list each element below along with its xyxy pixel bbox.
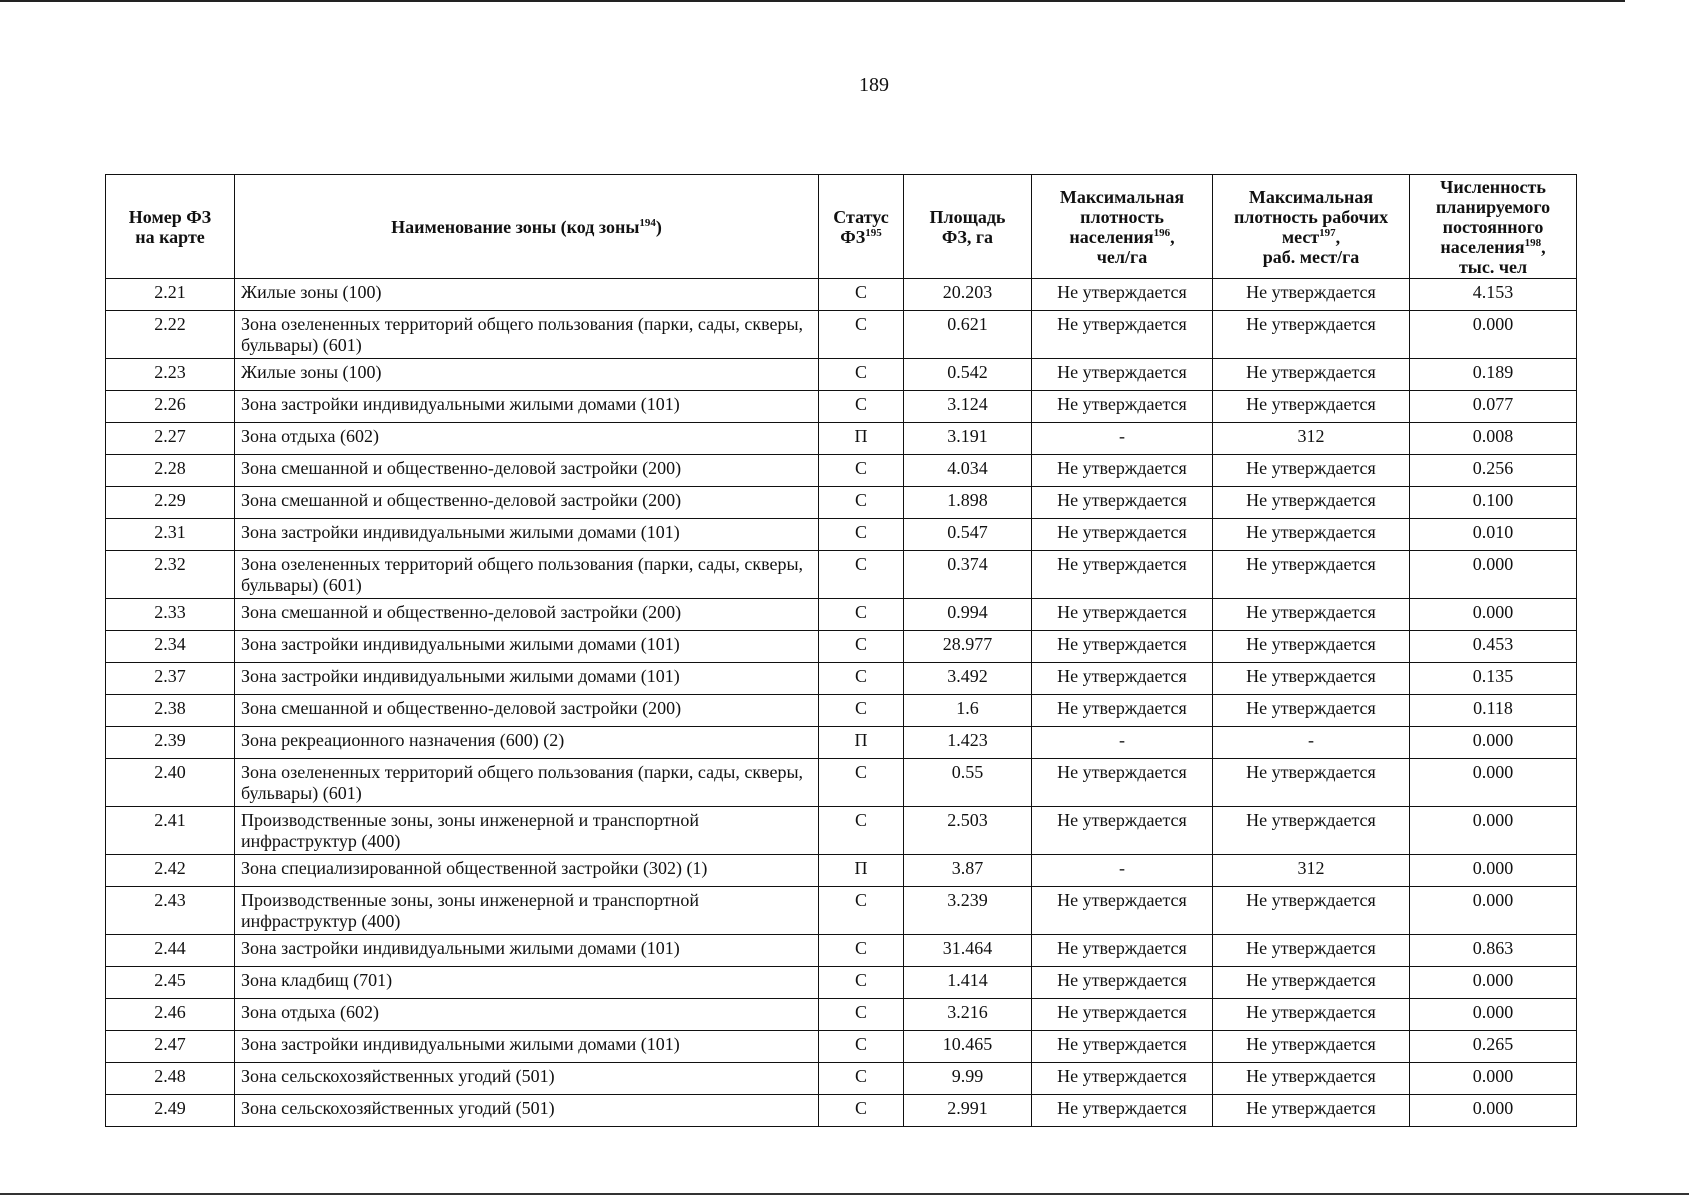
cell-workplace-density: Не утверждается bbox=[1213, 999, 1410, 1031]
cell-planned-population: 0.863 bbox=[1410, 935, 1577, 967]
cell-zone-area: 0.621 bbox=[904, 311, 1032, 359]
cell-workplace-density: Не утверждается bbox=[1213, 455, 1410, 487]
cell-zone-number: 2.34 bbox=[106, 631, 235, 663]
cell-zone-status: С bbox=[819, 967, 904, 999]
cell-planned-population: 4.153 bbox=[1410, 279, 1577, 311]
cell-zone-status: С bbox=[819, 1031, 904, 1063]
cell-workplace-density: Не утверждается bbox=[1213, 759, 1410, 807]
cell-zone-number: 2.21 bbox=[106, 279, 235, 311]
cell-zone-area: 3.191 bbox=[904, 423, 1032, 455]
cell-zone-number: 2.33 bbox=[106, 599, 235, 631]
cell-zone-status: С bbox=[819, 807, 904, 855]
cell-zone-area: 1.414 bbox=[904, 967, 1032, 999]
cell-zone-status: С bbox=[819, 663, 904, 695]
cell-zone-number: 2.48 bbox=[106, 1063, 235, 1095]
cell-zone-area: 1.6 bbox=[904, 695, 1032, 727]
cell-zone-number: 2.29 bbox=[106, 487, 235, 519]
cell-zone-area: 20.203 bbox=[904, 279, 1032, 311]
table-row bbox=[106, 1063, 1577, 1095]
cell-population-density: Не утверждается bbox=[1032, 551, 1213, 599]
table-row bbox=[106, 935, 1577, 967]
cell-planned-population: 0.000 bbox=[1410, 311, 1577, 359]
cell-population-density: Не утверждается bbox=[1032, 1095, 1213, 1127]
cell-population-density: - bbox=[1032, 423, 1213, 455]
cell-zone-name: Зона застройки индивидуальными жилыми домами (101) bbox=[235, 663, 819, 695]
cell-workplace-density: - bbox=[1213, 727, 1410, 759]
cell-zone-number: 2.49 bbox=[106, 1095, 235, 1127]
header-zone-number: Номер ФЗ на карте bbox=[106, 175, 235, 279]
cell-zone-area: 4.034 bbox=[904, 455, 1032, 487]
cell-zone-name: Зона специализированной общественной застройки (302) (1) bbox=[235, 855, 819, 887]
cell-zone-number: 2.37 bbox=[106, 663, 235, 695]
header-zone-status: Статус ФЗ$^{195}$ bbox=[819, 175, 904, 279]
cell-planned-population: 0.000 bbox=[1410, 1063, 1577, 1095]
cell-zone-area: 3.216 bbox=[904, 999, 1032, 1031]
cell-zone-number: 2.23 bbox=[106, 359, 235, 391]
table-header-row bbox=[106, 175, 1577, 279]
cell-workplace-density: Не утверждается bbox=[1213, 311, 1410, 359]
cell-planned-population: 0.000 bbox=[1410, 967, 1577, 999]
cell-zone-number: 2.44 bbox=[106, 935, 235, 967]
table-row bbox=[106, 599, 1577, 631]
cell-planned-population: 0.000 bbox=[1410, 1095, 1577, 1127]
cell-zone-number: 2.22 bbox=[106, 311, 235, 359]
cell-zone-area: 1.423 bbox=[904, 727, 1032, 759]
cell-zone-number: 2.28 bbox=[106, 455, 235, 487]
cell-workplace-density: Не утверждается bbox=[1213, 1063, 1410, 1095]
cell-zone-area: 3.492 bbox=[904, 663, 1032, 695]
cell-zone-number: 2.26 bbox=[106, 391, 235, 423]
cell-workplace-density: Не утверждается bbox=[1213, 391, 1410, 423]
cell-population-density: Не утверждается bbox=[1032, 487, 1213, 519]
cell-population-density: - bbox=[1032, 727, 1213, 759]
table-row bbox=[106, 631, 1577, 663]
cell-zone-status: С bbox=[819, 359, 904, 391]
cell-zone-name: Производственные зоны, зоны инженерной и транспортной инфраструктур (400) bbox=[235, 807, 819, 855]
cell-workplace-density: Не утверждается bbox=[1213, 279, 1410, 311]
cell-population-density: Не утверждается bbox=[1032, 663, 1213, 695]
cell-zone-area: 10.465 bbox=[904, 1031, 1032, 1063]
cell-zone-name: Зона отдыха (602) bbox=[235, 999, 819, 1031]
cell-zone-area: 0.542 bbox=[904, 359, 1032, 391]
cell-population-density: Не утверждается bbox=[1032, 935, 1213, 967]
cell-workplace-density: Не утверждается bbox=[1213, 599, 1410, 631]
cell-zone-status: С bbox=[819, 487, 904, 519]
cell-population-density: Не утверждается bbox=[1032, 455, 1213, 487]
cell-zone-name: Жилые зоны (100) bbox=[235, 279, 819, 311]
cell-planned-population: 0.000 bbox=[1410, 599, 1577, 631]
cell-zone-area: 2.503 bbox=[904, 807, 1032, 855]
cell-workplace-density: Не утверждается bbox=[1213, 551, 1410, 599]
cell-zone-number: 2.46 bbox=[106, 999, 235, 1031]
cell-zone-name: Зона кладбищ (701) bbox=[235, 967, 819, 999]
cell-workplace-density: Не утверждается bbox=[1213, 359, 1410, 391]
table-body bbox=[106, 279, 1577, 1127]
cell-workplace-density: 312 bbox=[1213, 855, 1410, 887]
cell-zone-name: Зона отдыха (602) bbox=[235, 423, 819, 455]
cell-zone-name: Зона озелененных территорий общего пользования (парки, сады, скверы, бульвары) (601) bbox=[235, 551, 819, 599]
cell-planned-population: 0.100 bbox=[1410, 487, 1577, 519]
cell-zone-status: П bbox=[819, 855, 904, 887]
cell-planned-population: 0.010 bbox=[1410, 519, 1577, 551]
cell-zone-area: 0.55 bbox=[904, 759, 1032, 807]
cell-planned-population: 0.118 bbox=[1410, 695, 1577, 727]
table-row bbox=[106, 311, 1577, 359]
table-row bbox=[106, 695, 1577, 727]
cell-zone-status: С bbox=[819, 455, 904, 487]
cell-workplace-density: Не утверждается bbox=[1213, 1031, 1410, 1063]
cell-planned-population: 0.000 bbox=[1410, 855, 1577, 887]
page-number: 189 bbox=[859, 74, 889, 96]
cell-zone-area: 9.99 bbox=[904, 1063, 1032, 1095]
cell-zone-number: 2.40 bbox=[106, 759, 235, 807]
cell-planned-population: 0.008 bbox=[1410, 423, 1577, 455]
cell-population-density: Не утверждается bbox=[1032, 759, 1213, 807]
cell-workplace-density: Не утверждается bbox=[1213, 663, 1410, 695]
table-row bbox=[106, 887, 1577, 935]
cell-population-density: Не утверждается bbox=[1032, 887, 1213, 935]
cell-planned-population: 0.000 bbox=[1410, 727, 1577, 759]
cell-workplace-density: Не утверждается bbox=[1213, 887, 1410, 935]
table-row bbox=[106, 359, 1577, 391]
cell-zone-area: 0.994 bbox=[904, 599, 1032, 631]
cell-zone-number: 2.39 bbox=[106, 727, 235, 759]
header-planned-population: Численность планируемого постоянного населения$^{198}$, тыс. чел bbox=[1410, 175, 1577, 279]
cell-zone-name: Производственные зоны, зоны инженерной и транспортной инфраструктур (400) bbox=[235, 887, 819, 935]
cell-population-density: Не утверждается bbox=[1032, 807, 1213, 855]
cell-population-density: Не утверждается bbox=[1032, 359, 1213, 391]
cell-zone-area: 2.991 bbox=[904, 1095, 1032, 1127]
table-row bbox=[106, 1031, 1577, 1063]
cell-planned-population: 0.000 bbox=[1410, 887, 1577, 935]
cell-zone-name: Зона смешанной и общественно-деловой застройки (200) bbox=[235, 455, 819, 487]
table-row bbox=[106, 551, 1577, 599]
cell-zone-status: С bbox=[819, 311, 904, 359]
cell-zone-name: Зона озелененных территорий общего пользования (парки, сады, скверы, бульвары) (601) bbox=[235, 311, 819, 359]
cell-population-density: Не утверждается bbox=[1032, 631, 1213, 663]
cell-zone-status: С bbox=[819, 999, 904, 1031]
table-row bbox=[106, 1095, 1577, 1127]
cell-zone-status: С bbox=[819, 519, 904, 551]
functional-zones-table bbox=[105, 174, 1577, 1127]
cell-zone-name: Зона рекреационного назначения (600) (2) bbox=[235, 727, 819, 759]
cell-zone-area: 3.124 bbox=[904, 391, 1032, 423]
top-border-line bbox=[0, 0, 1625, 2]
cell-zone-name: Жилые зоны (100) bbox=[235, 359, 819, 391]
cell-zone-name: Зона застройки индивидуальными жилыми домами (101) bbox=[235, 1031, 819, 1063]
cell-planned-population: 0.000 bbox=[1410, 551, 1577, 599]
cell-zone-area: 0.547 bbox=[904, 519, 1032, 551]
table-row bbox=[106, 391, 1577, 423]
bottom-border-line bbox=[0, 1193, 1689, 1195]
cell-zone-number: 2.41 bbox=[106, 807, 235, 855]
table-row bbox=[106, 855, 1577, 887]
cell-zone-status: С bbox=[819, 279, 904, 311]
cell-zone-name: Зона смешанной и общественно-деловой застройки (200) bbox=[235, 599, 819, 631]
cell-zone-number: 2.42 bbox=[106, 855, 235, 887]
cell-planned-population: 0.000 bbox=[1410, 759, 1577, 807]
table-row bbox=[106, 999, 1577, 1031]
cell-zone-area: 1.898 bbox=[904, 487, 1032, 519]
cell-zone-number: 2.31 bbox=[106, 519, 235, 551]
cell-planned-population: 0.000 bbox=[1410, 999, 1577, 1031]
cell-zone-status: С bbox=[819, 631, 904, 663]
cell-workplace-density: Не утверждается bbox=[1213, 487, 1410, 519]
cell-planned-population: 0.135 bbox=[1410, 663, 1577, 695]
table-row bbox=[106, 455, 1577, 487]
cell-workplace-density: Не утверждается bbox=[1213, 807, 1410, 855]
cell-population-density: Не утверждается bbox=[1032, 1063, 1213, 1095]
cell-planned-population: 0.265 bbox=[1410, 1031, 1577, 1063]
cell-zone-number: 2.27 bbox=[106, 423, 235, 455]
cell-workplace-density: Не утверждается bbox=[1213, 967, 1410, 999]
table-row bbox=[106, 423, 1577, 455]
cell-population-density: Не утверждается bbox=[1032, 695, 1213, 727]
cell-zone-name: Зона застройки индивидуальными жилыми домами (101) bbox=[235, 935, 819, 967]
cell-workplace-density: Не утверждается bbox=[1213, 519, 1410, 551]
table-row bbox=[106, 759, 1577, 807]
cell-population-density: Не утверждается bbox=[1032, 391, 1213, 423]
cell-zone-number: 2.43 bbox=[106, 887, 235, 935]
cell-zone-area: 31.464 bbox=[904, 935, 1032, 967]
cell-zone-status: С bbox=[819, 935, 904, 967]
cell-population-density: Не утверждается bbox=[1032, 967, 1213, 999]
cell-zone-name: Зона смешанной и общественно-деловой застройки (200) bbox=[235, 487, 819, 519]
cell-population-density: Не утверждается bbox=[1032, 311, 1213, 359]
cell-population-density: - bbox=[1032, 855, 1213, 887]
cell-population-density: Не утверждается bbox=[1032, 279, 1213, 311]
cell-zone-area: 28.977 bbox=[904, 631, 1032, 663]
table-row bbox=[106, 487, 1577, 519]
cell-zone-area: 3.87 bbox=[904, 855, 1032, 887]
cell-planned-population: 0.453 bbox=[1410, 631, 1577, 663]
cell-population-density: Не утверждается bbox=[1032, 519, 1213, 551]
cell-zone-name: Зона застройки индивидуальными жилыми домами (101) bbox=[235, 631, 819, 663]
cell-zone-status: С bbox=[819, 1095, 904, 1127]
cell-workplace-density: Не утверждается bbox=[1213, 631, 1410, 663]
table-row bbox=[106, 279, 1577, 311]
cell-zone-name: Зона смешанной и общественно-деловой застройки (200) bbox=[235, 695, 819, 727]
cell-zone-status: С bbox=[819, 887, 904, 935]
cell-zone-name: Зона сельскохозяйственных угодий (501) bbox=[235, 1063, 819, 1095]
cell-zone-name: Зона застройки индивидуальными жилыми домами (101) bbox=[235, 519, 819, 551]
cell-planned-population: 0.000 bbox=[1410, 807, 1577, 855]
cell-zone-status: С bbox=[819, 1063, 904, 1095]
cell-zone-area: 3.239 bbox=[904, 887, 1032, 935]
table-row bbox=[106, 727, 1577, 759]
cell-zone-number: 2.38 bbox=[106, 695, 235, 727]
header-workplace-density: Максимальная плотность рабочих мест$^{197}$, раб. мест/га bbox=[1213, 175, 1410, 279]
cell-zone-status: С bbox=[819, 551, 904, 599]
cell-workplace-density: Не утверждается bbox=[1213, 1095, 1410, 1127]
cell-zone-name: Зона застройки индивидуальными жилыми домами (101) bbox=[235, 391, 819, 423]
cell-population-density: Не утверждается bbox=[1032, 599, 1213, 631]
header-zone-name: Наименование зоны (код зоны$^{194}$) bbox=[235, 175, 819, 279]
cell-zone-name: Зона сельскохозяйственных угодий (501) bbox=[235, 1095, 819, 1127]
cell-zone-number: 2.32 bbox=[106, 551, 235, 599]
cell-zone-status: П bbox=[819, 423, 904, 455]
cell-zone-status: С bbox=[819, 599, 904, 631]
table-row bbox=[106, 807, 1577, 855]
table-row bbox=[106, 967, 1577, 999]
cell-zone-status: С bbox=[819, 391, 904, 423]
cell-workplace-density: Не утверждается bbox=[1213, 935, 1410, 967]
cell-zone-number: 2.47 bbox=[106, 1031, 235, 1063]
table-row bbox=[106, 519, 1577, 551]
cell-zone-name: Зона озелененных территорий общего пользования (парки, сады, скверы, бульвары) (601) bbox=[235, 759, 819, 807]
header-population-density: Максимальная плотность населения$^{196}$, чел/га bbox=[1032, 175, 1213, 279]
cell-population-density: Не утверждается bbox=[1032, 1031, 1213, 1063]
table-row bbox=[106, 663, 1577, 695]
header-zone-area: Площадь ФЗ, га bbox=[904, 175, 1032, 279]
cell-planned-population: 0.189 bbox=[1410, 359, 1577, 391]
cell-zone-status: П bbox=[819, 727, 904, 759]
cell-workplace-density: 312 bbox=[1213, 423, 1410, 455]
cell-zone-status: С bbox=[819, 759, 904, 807]
cell-zone-status: С bbox=[819, 695, 904, 727]
cell-planned-population: 0.256 bbox=[1410, 455, 1577, 487]
cell-population-density: Не утверждается bbox=[1032, 999, 1213, 1031]
cell-zone-number: 2.45 bbox=[106, 967, 235, 999]
cell-workplace-density: Не утверждается bbox=[1213, 695, 1410, 727]
cell-planned-population: 0.077 bbox=[1410, 391, 1577, 423]
cell-zone-area: 0.374 bbox=[904, 551, 1032, 599]
